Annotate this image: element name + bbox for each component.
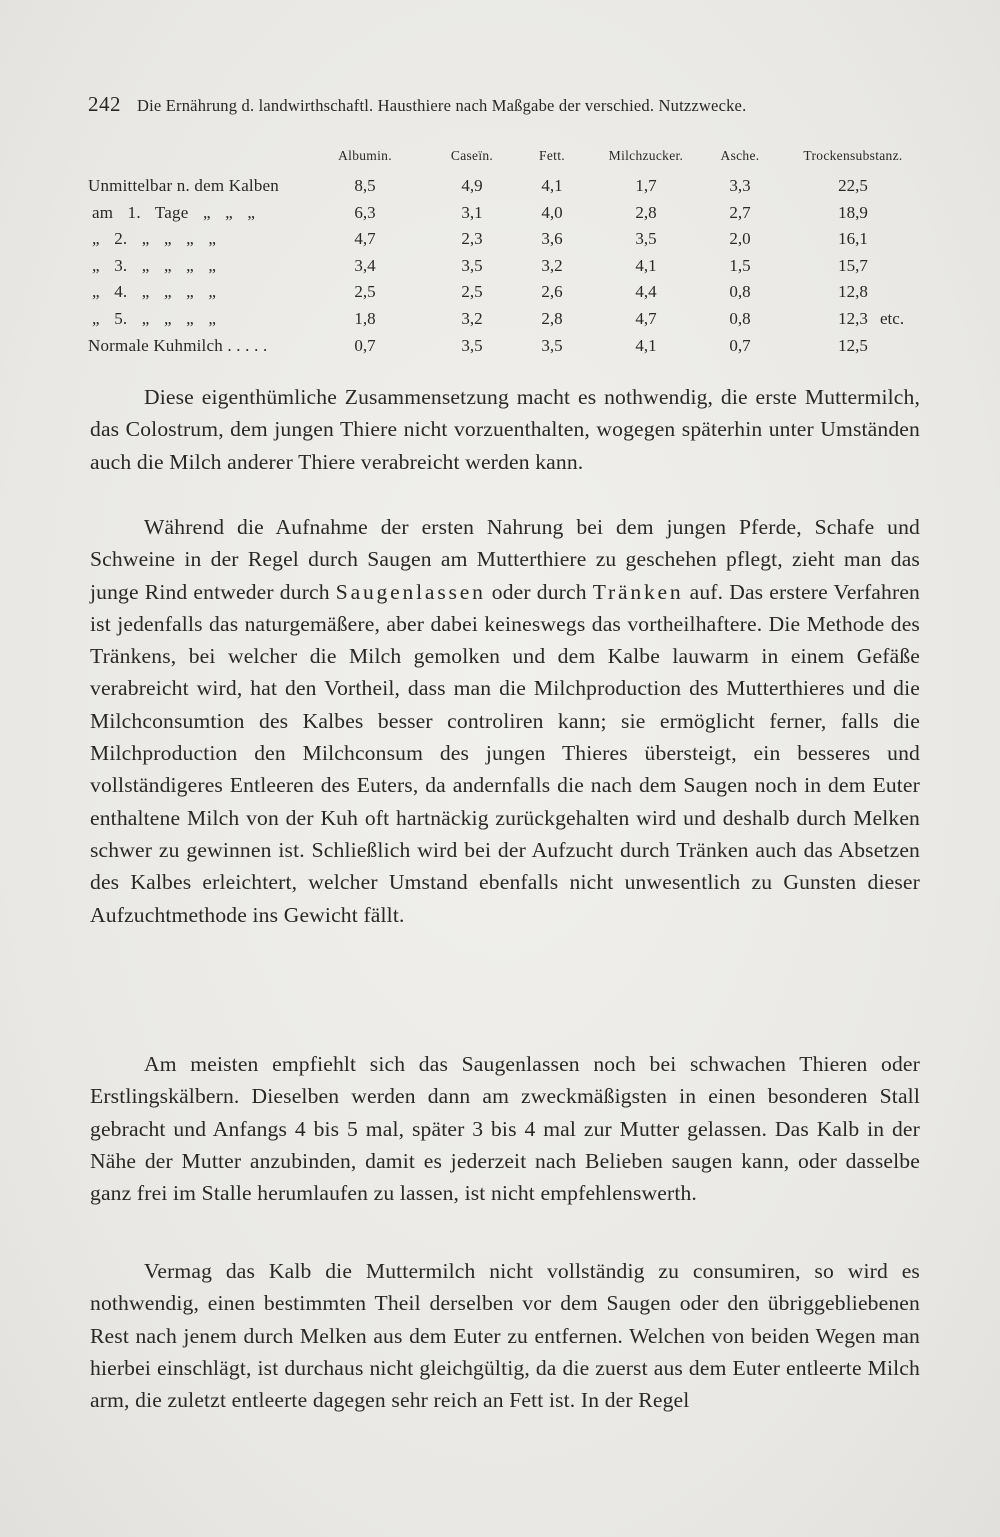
table-cell: 12,8 — [838, 282, 868, 302]
column-header: Fett. — [539, 148, 565, 163]
table-cell: 2,5 — [354, 282, 376, 302]
running-title: Die Ernährung d. landwirthschaftl. Hausthiere nach Maßgabe der verschied. Nutzzwecke. — [137, 96, 747, 115]
table-cell: 4,1 — [541, 176, 563, 195]
row-label: Unmittelbar n. dem Kalben — [88, 176, 280, 195]
table-cell: 3,4 — [354, 255, 376, 275]
table-cell: 0,7 — [354, 335, 376, 355]
table-cell: 22,5 — [838, 176, 868, 195]
table-cell: 3,2 — [461, 309, 483, 328]
row-label: Normale Kuhmilch . . . . . — [88, 335, 268, 355]
row-label: „ 2. „ „ „ „ — [92, 229, 217, 249]
table-cell: 4,0 — [541, 202, 563, 222]
table-cell: 15,7 — [838, 255, 868, 275]
row-label: „ 4. „ „ „ „ — [92, 282, 217, 302]
table-cell: 2,3 — [461, 229, 483, 249]
table-cell: 0,8 — [729, 309, 751, 328]
table-cell: 3,2 — [541, 255, 563, 275]
table-cell: 4,9 — [461, 176, 483, 195]
paragraph-4 — [90, 1255, 920, 1416]
table-cell: 3,5 — [635, 229, 657, 249]
table-cell: 1,8 — [354, 309, 376, 328]
table-cell: 3,1 — [461, 202, 483, 222]
row-label: am 1. Tage „ „ „ — [92, 202, 256, 222]
table-cell: 1,7 — [635, 176, 657, 195]
table-cell: 12,3 — [838, 309, 868, 328]
page-number: 242 — [88, 92, 121, 116]
table-cell: 4,7 — [354, 229, 376, 249]
table-cell: 2,8 — [541, 309, 563, 328]
table-cell: 3,5 — [541, 335, 563, 355]
table-cell: 12,5 — [838, 335, 868, 355]
paragraph-2-text-b: oder durch — [485, 579, 593, 604]
table-cell: 2,5 — [461, 282, 483, 302]
table-cell: 0,8 — [729, 282, 751, 302]
paragraph-1 — [90, 381, 920, 478]
column-header: Albumin. — [338, 148, 392, 163]
table-cell: 4,4 — [635, 282, 657, 302]
paragraph-2-text-c: auf. Das erstere Verfahren ist jedenfalls das naturgemäßere, aber dabei keineswegs das vortheilhaftere. Die Methode des Tränkens, bei welcher die Milch gemolken und dem Kalbe lauwarm in einem Gefäße verabreicht wird, hat den Vortheil, dass man die Milchproduction des Mutterthieres und die Milchconsumtion des Kalbes besser controliren kann; sie ermöglicht ferner, falls die Milchproduction den Milchconsum des jungen Thieres übersteigt, ein besseres und vollständigeres Entleeren des Euters, da andernfalls die nach dem Saugen noch in dem Euter enthaltene Milch von der Kuh oft hartnäckig zurückgehalten wird und deshalb durch Melken schwer zu gewinnen ist. Schließlich wird bei der Aufzucht durch Tränken auch das Absetzen des Kalbes erleichtert, welcher Umstand ebenfalls nicht unwesentlich zu Gunsten dieser Aufzuchtmethode ins Gewicht fällt. — [90, 579, 920, 927]
table-cell: 2,8 — [635, 202, 657, 222]
table-cell: 2,6 — [541, 282, 563, 302]
paragraph-2-text-a: Während die Aufnahme der ersten Nahrung bei dem jungen Pferde, Schafe und Schweine in der Regel durch Saugen am Mutterthiere zu geschehen pflegt, zieht man das junge Rind entweder durch — [90, 515, 920, 604]
table-cell: 3,6 — [541, 229, 563, 249]
paragraph-3 — [90, 1048, 920, 1209]
table-cell: 6,3 — [354, 202, 376, 222]
table-cell: 4,1 — [635, 335, 657, 355]
paragraph-4-text: Vermag das Kalb die Muttermilch nicht vollständig zu consumiren, so wird es nothwendig, einen bestimmten Theil derselben vor dem Saugen oder den übriggebliebenen Rest nach jenem durch Melken aus dem Euter zu entfernen. Welchen von beiden Wegen man hierbei einschlägt, ist durchaus nicht gleichgültig, da die zuerst aus dem Euter entleerte Milch arm, die zuletzt entleerte dagegen sehr reich an Fett ist. In der Regel — [90, 1259, 920, 1413]
table-cell: 16,1 — [838, 229, 868, 249]
table-cell: 8,5 — [354, 176, 376, 195]
paragraph-2 — [90, 511, 920, 931]
table-cell: 3,3 — [729, 176, 751, 195]
row-note: etc. — [880, 309, 905, 328]
composition-table — [0, 0, 1000, 380]
column-header: Asche. — [720, 148, 760, 163]
paragraph-2-emphasis-traenken: Tränken — [592, 579, 684, 604]
column-header: Trockensubstanz. — [803, 148, 903, 163]
paragraph-1-text: Diese eigenthümliche Zusammensetzung macht es nothwendig, die erste Muttermilch, das Colostrum, dem jungen Thiere nicht vorzuenthalten, wogegen späterhin unter Umständen auch die Milch anderer Thiere verabreicht werden kann. — [90, 385, 920, 474]
table-cell: 1,5 — [729, 255, 751, 275]
paragraph-2-emphasis-saugenlassen: Saugenlassen — [335, 579, 486, 604]
row-label: „ 5. „ „ „ „ — [92, 309, 217, 328]
paragraph-3-text: Am meisten empfiehlt sich das Saugenlassen noch bei schwachen Thieren oder Erstlingskälbern. Dieselben werden dann am zweckmäßigsten in einen besonderen Stall gebracht und Anfangs 4 bis 5 mal, später 3 bis 4 mal zur Mutter gelassen. Das Kalb in der Nähe der Mutter anzubinden, damit es jederzeit nach Belieben saugen kann, oder dasselbe ganz frei im Stalle herumlaufen zu lassen, ist nicht empfehlenswerth. — [90, 1052, 920, 1206]
table-cell: 3,5 — [461, 255, 483, 275]
table-cell: 0,7 — [729, 335, 751, 355]
table-cell: 3,5 — [461, 335, 483, 355]
table-cell: 18,9 — [838, 202, 868, 222]
table-cell: 2,7 — [729, 202, 751, 222]
row-label: „ 3. „ „ „ „ — [92, 255, 217, 275]
table-cell: 4,7 — [635, 309, 657, 328]
column-header: Caseïn. — [450, 148, 494, 163]
table-cell: 2,0 — [729, 229, 751, 249]
table-cell: 4,1 — [635, 255, 657, 275]
column-header: Milchzucker. — [608, 148, 684, 163]
